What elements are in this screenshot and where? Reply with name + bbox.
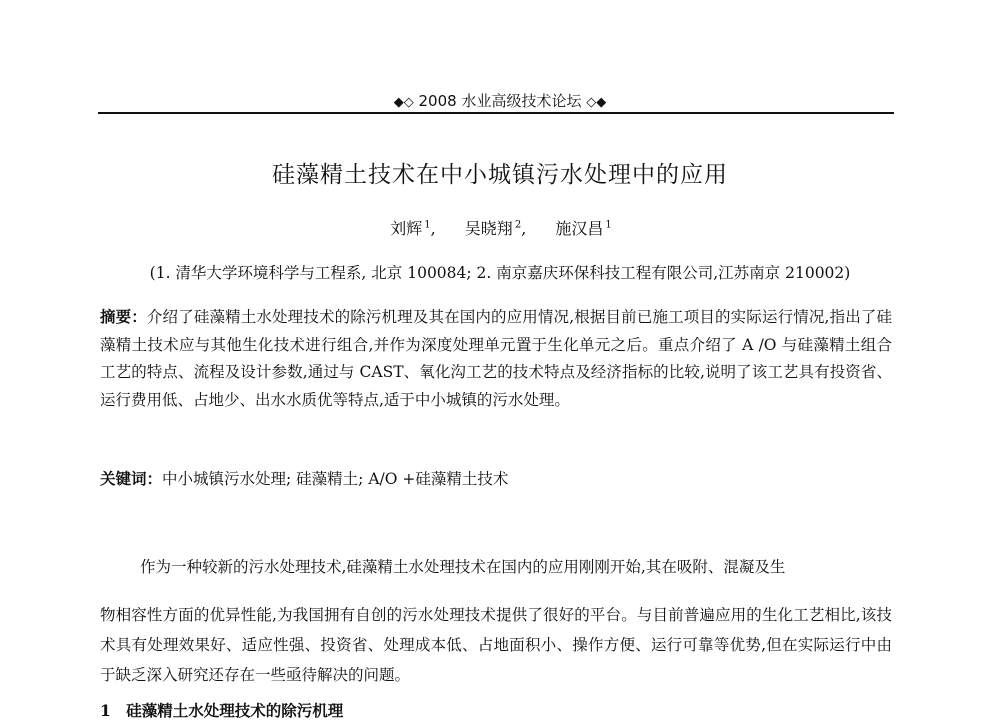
affiliation-line: (1. 清华大学环境科学与工程系, 北京 100084; 2. 南京嘉庆环保科技工程有限公司,江苏南京 210002) bbox=[149, 264, 851, 282]
author-name: 刘辉 bbox=[390, 219, 423, 238]
abstract bbox=[100, 303, 892, 414]
section-heading: 1 硅藻精土水处理技术的除污机理 bbox=[100, 701, 344, 720]
abstract-label: 摘要： bbox=[100, 307, 147, 326]
author-separator: , bbox=[521, 219, 527, 238]
keywords-text: 中小城镇污水处理; 硅藻精土; A/O +硅藻精土技术 bbox=[162, 470, 509, 488]
diamond-ornament-left: ◆◇ bbox=[393, 95, 414, 110]
header-rule bbox=[98, 112, 894, 114]
author-affiliation-mark: 1 bbox=[424, 219, 431, 231]
author-affiliation-mark: 2 bbox=[514, 219, 522, 231]
author-name: 施汉昌 bbox=[555, 219, 604, 238]
diamond-ornament-right: ◇◆ bbox=[586, 95, 607, 110]
paper-title: 硅藻精土技术在中小城镇污水处理中的应用 bbox=[272, 162, 728, 188]
running-header-text: 2008 水业高级技术论坛 bbox=[418, 92, 582, 110]
author-affiliation-mark: 1 bbox=[605, 219, 612, 231]
author-name: 吴晓翔 bbox=[464, 219, 513, 238]
intro-paragraph-line1: 作为一种较新的污水处理技术,硅藻精土水处理技术在国内的应用刚刚开始,其在吸附、混凝及生 bbox=[140, 558, 786, 576]
keywords bbox=[100, 468, 892, 490]
keywords-label: 关键词： bbox=[100, 469, 163, 488]
intro-paragraph-continued: 物相容性方面的优异性能,为我国拥有自创的污水处理技术提供了很好的平台。与目前普遍应用的生化工艺相比,该技术具有处理效果好、适应性强、投资省、处理成本低、占地面积小、操作方便、运行可靠等优势,但在实际运行中由于缺乏深入研究还存在一些亟待解决的问题。 bbox=[100, 606, 892, 684]
abstract-text: 介绍了硅藻精土水处理技术的除污机理及其在国内的应用情况,根据目前已施工项目的实际运行情况,指出了硅藻精土技术应与其他生化技术进行组合,并作为深度处理单元置于生化单元之后。重点介绍了 A /O 与硅藻精土组合工艺的特点、流程及设计参数,通过与 CAST、氧化沟工艺的技术特点及经济指标的比较,说明了该工艺具有投资省、运行费用低、占地少、出水水质优等特点,适于中小城镇的污水处理。 bbox=[100, 308, 892, 409]
running-header bbox=[0, 92, 1000, 112]
author-list bbox=[0, 218, 1000, 240]
author-separator: , bbox=[430, 219, 436, 238]
